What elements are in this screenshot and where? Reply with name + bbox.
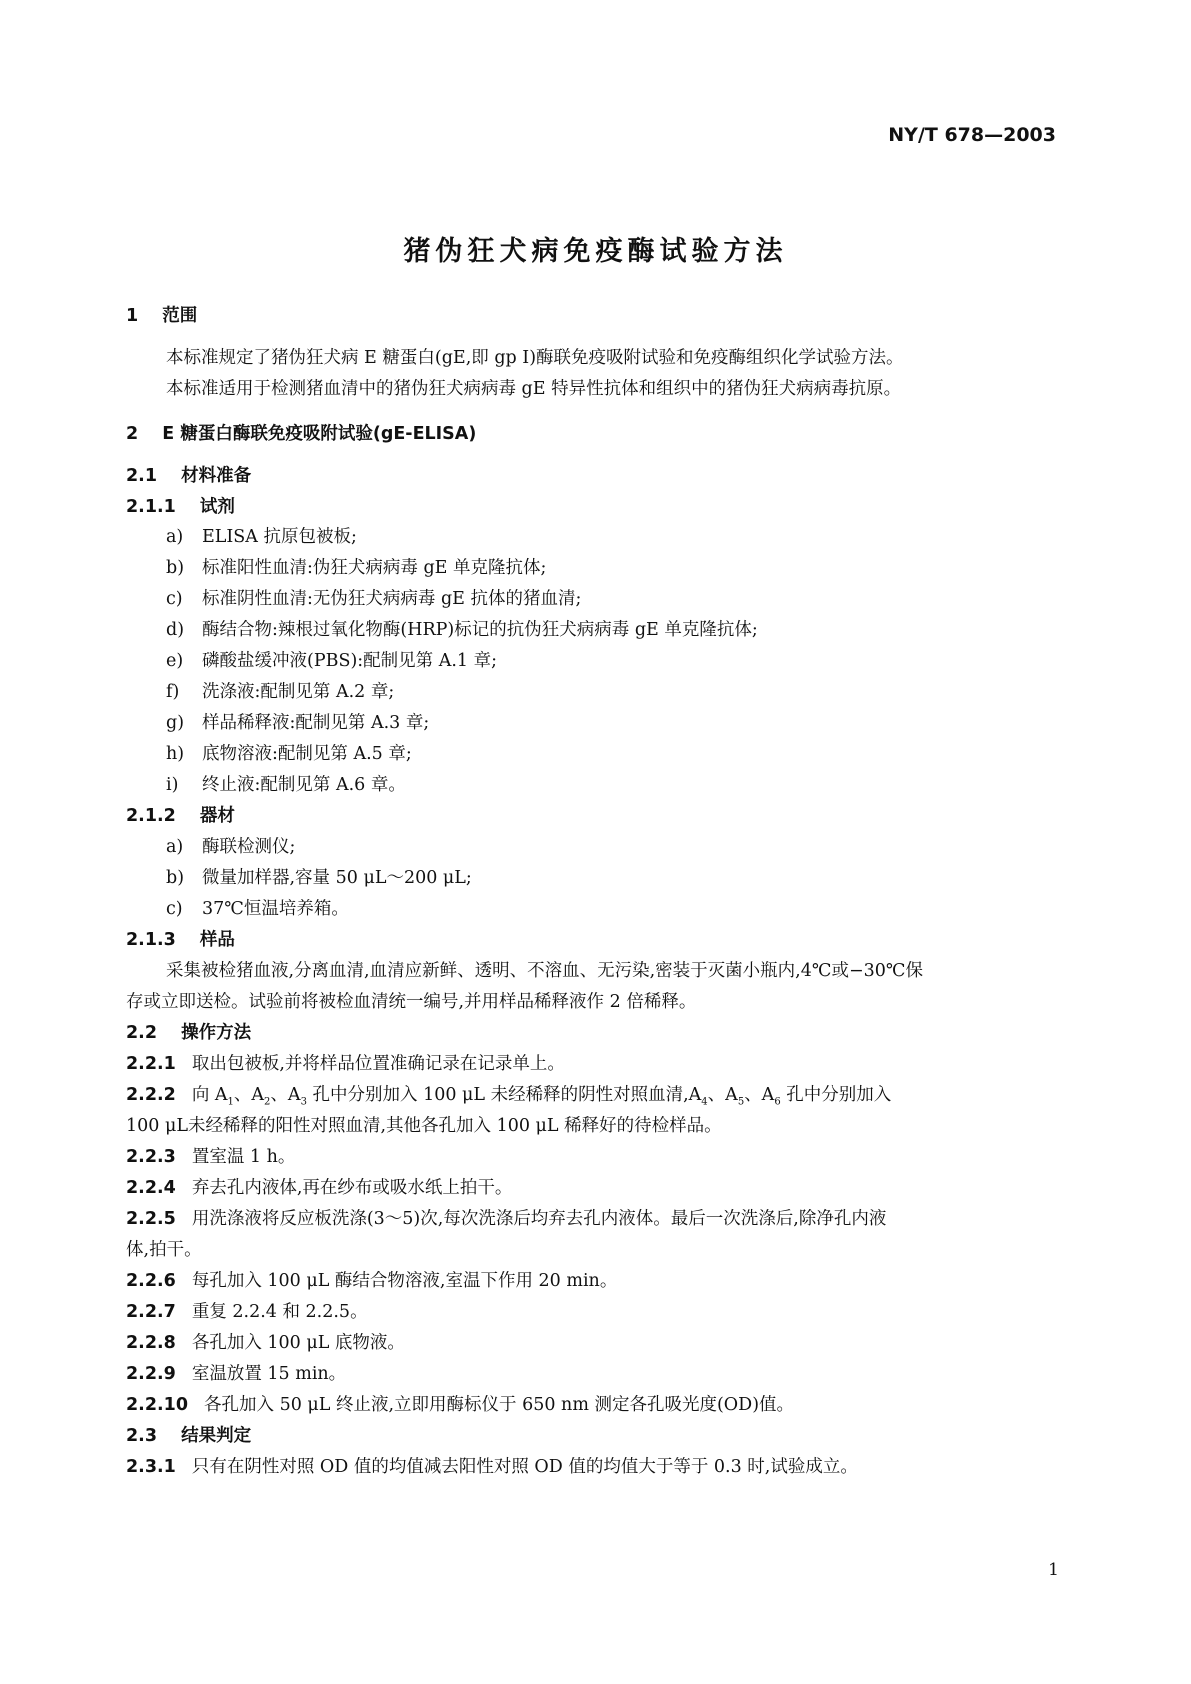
list-item [166,834,1191,860]
step-number: 2.3.1 [126,1457,176,1477]
step-text-part: 、A [707,1085,738,1105]
step-2-2-3 [126,1144,1191,1170]
step-text: 用洗涤液将反应板洗涤(3～5)次,每次洗涤后均弃去孔内液体。最后一次洗涤后,除净孔内液 [191,1209,887,1229]
step-number: 2.2.9 [126,1364,176,1384]
step-2-2-5 [126,1206,1191,1232]
step-text-part: 、A [744,1085,775,1105]
step-number: 2.2.6 [126,1271,176,1291]
list-item-text: 底物溶液:配制见第 A.5 章; [202,744,412,764]
step-number: 2.2.3 [126,1147,176,1167]
step-text: 各孔加入 100 μL 底物液。 [191,1333,405,1353]
step-text-part: 、A [270,1085,301,1105]
section-number: 2 [126,424,139,444]
subsection-title: 试剂 [199,497,235,517]
list-item-text: 终止液:配制见第 A.6 章。 [202,775,406,795]
section-2-heading [126,421,1191,447]
step-2-2-2 [126,1082,1191,1116]
subscript: 4 [701,1096,708,1108]
section-number: 1 [126,306,139,326]
document-title: 猪伪狂犬病免疫酶试验方法 [403,236,788,267]
list-marker: g) [166,713,185,733]
sample-paragraph-line-1: 采集被检猪血液,分离血清,血清应新鲜、透明、不溶血、无污染,密装于灭菌小瓶内,4℃或−30℃保 [166,961,923,981]
step-2-2-7 [126,1299,1191,1325]
step-text: 只有在阴性对照 OD 值的均值减去阳性对照 OD 值的均值大于等于 0.3 时,试验成立。 [191,1457,858,1477]
step-number: 2.2.4 [126,1178,176,1198]
scope-paragraph-1: 本标准规定了猪伪狂犬病 E 糖蛋白(gE,即 gp Ⅰ)酶联免疫吸附试验和免疫酶组织化学试验方法。 [166,348,904,368]
subsection-title: 结果判定 [181,1426,252,1446]
list-item [166,617,1191,643]
section-1-heading [126,303,1191,329]
step-text: 室温放置 15 min。 [191,1364,347,1384]
list-marker: a) [166,837,184,857]
subsection-number: 2.2 [126,1023,158,1043]
step-2-2-9 [126,1361,1191,1387]
list-marker: d) [166,620,185,640]
list-marker: a) [166,527,184,547]
list-marker: e) [166,651,184,671]
subscript: 3 [300,1096,307,1108]
list-item [166,524,1191,550]
list-item [166,865,1191,891]
subsection-2-1-heading [126,463,1191,489]
step-2-3-1 [126,1454,1191,1480]
list-item [166,555,1191,581]
subscript: 5 [737,1096,745,1108]
scope-paragraph-2: 本标准适用于检测猪血清中的猪伪狂犬病病毒 gE 特异性抗体和组织中的猪伪狂犬病病毒抗原。 [166,379,902,399]
list-item [166,710,1191,736]
list-item [166,648,1191,674]
list-item-text: 微量加样器,容量 50 μL～200 μL; [202,868,472,888]
step-number: 2.2.10 [126,1395,189,1415]
list-marker: c) [166,899,183,919]
step-text: 取出包被板,并将样品位置准确记录在记录单上。 [191,1054,565,1074]
list-item-text: 标准阴性血清:无伪狂犬病病毒 gE 抗体的猪血清; [202,589,582,609]
list-item-text: 37℃恒温培养箱。 [202,899,349,919]
step-text: 弃去孔内液体,再在纱布或吸水纸上拍干。 [191,1178,513,1198]
step-2-2-1 [126,1051,1191,1077]
step-text-part: 孔中分别加入 100 μL 未经稀释的阴性对照血清,A [306,1085,702,1105]
list-item-text: ELISA 抗原包被板; [202,527,357,547]
step-text: 重复 2.2.4 和 2.2.5。 [191,1302,368,1322]
subsection-2-1-1-heading [126,494,1191,520]
step-2-2-8 [126,1330,1191,1356]
step-2-2-4 [126,1175,1191,1201]
step-2-2-2-continued: 100 μL未经稀释的阳性对照血清,其他各孔加入 100 μL 稀释好的待检样品。 [126,1116,722,1136]
list-item-text: 洗涤液:配制见第 A.2 章; [202,682,395,702]
subsection-title: 器材 [199,806,235,826]
subsection-number: 2.1.2 [126,806,176,826]
subscript: 6 [774,1096,781,1108]
step-number: 2.2.7 [126,1302,176,1322]
list-item-text: 标准阳性血清:伪狂犬病病毒 gE 单克隆抗体; [202,558,547,578]
step-number: 2.2.1 [126,1054,176,1074]
subsection-title: 样品 [199,930,235,950]
step-2-2-6 [126,1268,1191,1294]
subsection-2-3-heading [126,1423,1191,1449]
step-text-part: 孔中分别加入 [780,1085,892,1105]
subsection-2-2-heading [126,1020,1191,1046]
step-number: 2.2.2 [126,1085,176,1105]
list-item [166,772,1191,798]
section-title: 范围 [162,306,198,326]
step-number: 2.2.5 [126,1209,176,1229]
list-marker: b) [166,868,185,888]
step-text: 各孔加入 50 μL 终止液,立即用酶标仪于 650 nm 测定各孔吸光度(OD)值。 [204,1395,795,1415]
subsection-number: 2.1.1 [126,497,176,517]
list-item [166,586,1191,612]
sample-paragraph-line-2: 存或立即送检。试验前将被检血清统一编号,并用样品稀释液作 2 倍稀释。 [126,992,697,1012]
standard-code: NY/T 678—2003 [888,124,1056,146]
subsection-2-1-3-heading [126,927,1191,953]
list-marker: h) [166,744,185,764]
step-2-2-10 [126,1392,1191,1418]
subsection-2-1-2-heading [126,803,1191,829]
list-marker: c) [166,589,183,609]
step-text: 置室温 1 h。 [191,1147,296,1167]
list-item-text: 样品稀释液:配制见第 A.3 章; [202,713,430,733]
list-item-text: 酶结合物:辣根过氧化物酶(HRP)标记的抗伪狂犬病病毒 gE 单克隆抗体; [202,620,758,640]
subsection-title: 操作方法 [181,1023,252,1043]
subsection-title: 材料准备 [181,466,252,486]
subscript: 1 [227,1096,234,1108]
list-item-text: 酶联检测仪; [202,837,296,857]
step-text: 每孔加入 100 μL 酶结合物溶液,室温下作用 20 min。 [191,1271,618,1291]
list-item [166,679,1191,705]
list-marker: f) [166,682,180,702]
page-number: 1 [1048,1560,1059,1580]
list-marker: i) [166,775,179,795]
subsection-number: 2.1 [126,466,158,486]
step-number: 2.2.8 [126,1333,176,1353]
list-item-text: 磷酸盐缓冲液(PBS):配制见第 A.1 章; [202,651,498,671]
list-item [166,896,1191,922]
step-text-part: 向 A [191,1085,228,1105]
list-marker: b) [166,558,185,578]
section-title: E 糖蛋白酶联免疫吸附试验(gE-ELISA) [162,424,477,444]
step-text-part: 、A [233,1085,265,1105]
list-item [166,741,1191,767]
step-2-2-5-continued: 体,拍干。 [126,1240,202,1260]
subsection-number: 2.3 [126,1426,158,1446]
subsection-number: 2.1.3 [126,930,176,950]
subscript: 2 [264,1096,271,1108]
